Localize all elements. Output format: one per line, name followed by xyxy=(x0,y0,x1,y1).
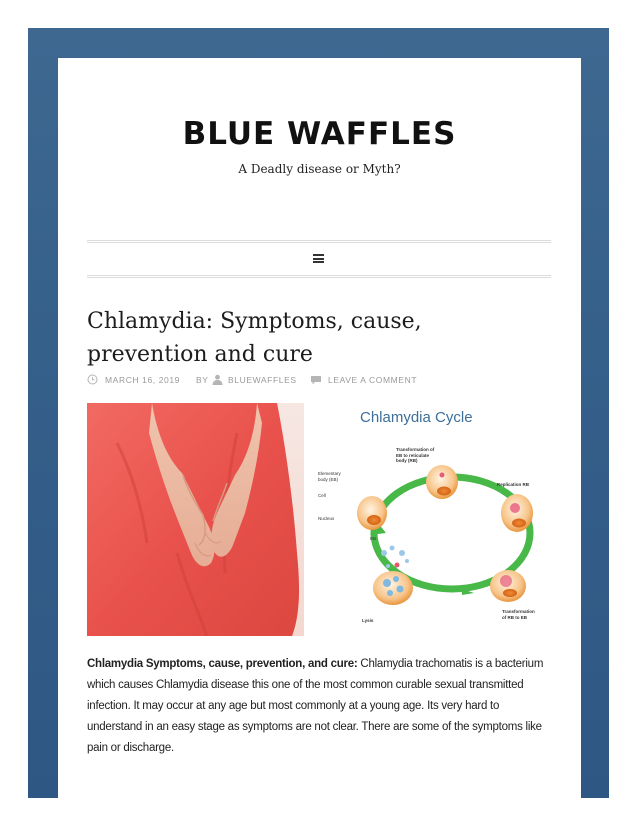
label-lysis: Lysis xyxy=(362,618,374,623)
featured-image xyxy=(87,403,551,636)
post-by-label: BY xyxy=(196,375,209,385)
post-date[interactable]: MARCH 16, 2019 xyxy=(105,375,181,385)
label-nucleus: Nucleus xyxy=(318,516,335,521)
post-title[interactable]: Chlamydia: Symptoms, cause, prevention and cure xyxy=(87,309,422,367)
label-eb: EB xyxy=(370,536,377,541)
chlamydia-cycle-diagram xyxy=(312,403,551,636)
content-page xyxy=(58,58,581,798)
post-body-lead: Chlamydia Symptoms, cause, prevention, and cure: xyxy=(87,658,358,670)
label-transformation-eb-rb: Transformation of EB to reticulate body (RB) xyxy=(396,447,435,463)
clock-icon xyxy=(87,374,98,385)
diagram-title: Chlamydia Cycle xyxy=(360,409,473,426)
post-body-paragraph xyxy=(87,654,551,759)
post-body-text: Chlamydia trachomatis is a bacterium which causes Chlamydia disease this one of the most common curable sexual transmitted infection. It may occur at any age but most commonly at a young age. Its very hard to understand in an easy stage as symptoms are not clear. There are some of the symptoms like pain or discharge. xyxy=(87,658,544,754)
site-title[interactable]: BLUE WAFFLES xyxy=(182,116,457,152)
site-tagline: A Deadly disease or Myth? xyxy=(238,162,401,176)
label-replication-rb: Replication RB xyxy=(497,482,530,487)
navigation-bar xyxy=(87,240,551,278)
hamburger-menu-icon[interactable] xyxy=(313,254,324,263)
label-cell: Cell xyxy=(318,493,326,498)
post-meta xyxy=(87,374,557,388)
post-author-link[interactable]: BLUEWAFFLES xyxy=(228,375,297,385)
woman-red-dress-photo xyxy=(87,403,304,636)
leave-comment-link[interactable]: LEAVE A COMMENT xyxy=(328,375,418,385)
comment-icon xyxy=(310,375,322,385)
user-icon xyxy=(212,374,223,385)
label-transformation-rb-eb: Transformation of RB to EB xyxy=(502,609,535,620)
label-elementary-body: Elementary body (EB) xyxy=(318,471,341,482)
